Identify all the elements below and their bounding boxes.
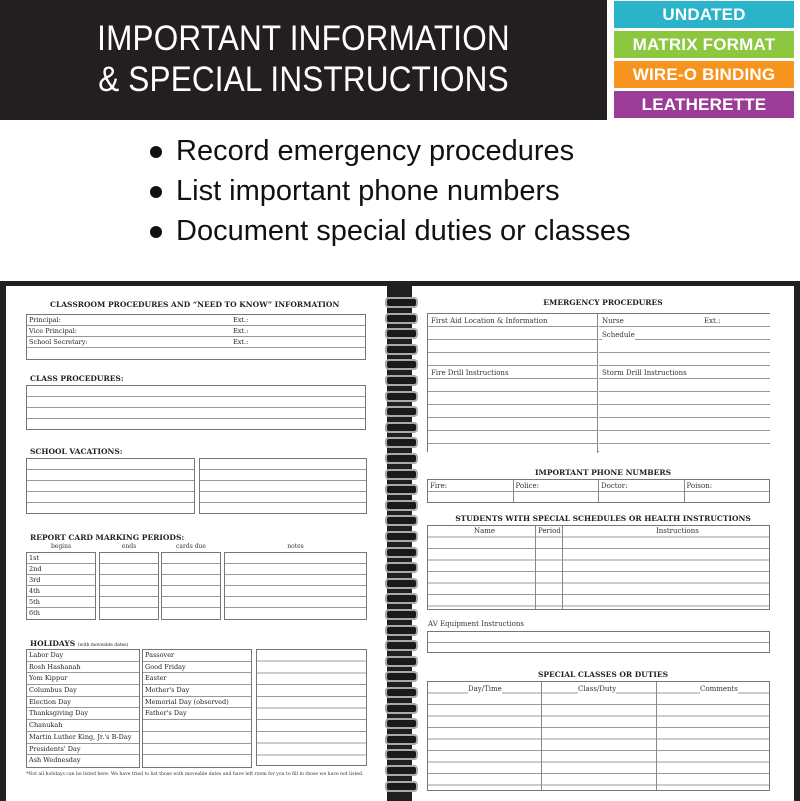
bullet-item: List important phone numbers <box>148 171 631 211</box>
binding-coil <box>383 701 416 712</box>
holidays-list-1 <box>26 649 140 768</box>
holidays-heading <box>30 639 128 648</box>
binding-coil <box>383 326 416 337</box>
report-card-column-label: cards due <box>176 543 206 550</box>
binding-coil <box>383 685 416 696</box>
students-heading: STUDENTS WITH SPECIAL SCHEDULES OR HEALTH INSTRUCTIONS <box>455 514 751 523</box>
report-card-row <box>100 608 158 619</box>
av-label: AV Equipment Instructions <box>428 620 524 628</box>
report-card-column <box>224 552 367 620</box>
ext-label: Ext.: <box>233 327 249 335</box>
col-class-duty: Class/Duty <box>578 685 617 693</box>
report-card-column-label: begins <box>50 543 72 550</box>
report-card-column <box>26 552 96 620</box>
phone-cell <box>513 480 599 502</box>
report-card-column <box>161 552 221 620</box>
binding-coil <box>383 295 416 306</box>
binding-coil <box>383 311 416 322</box>
binding-coil <box>383 654 416 665</box>
binding-coil <box>383 498 416 509</box>
tag-badge: LEATHERETTE COVER <box>614 91 794 118</box>
binding-coil <box>383 607 416 618</box>
binding-coil <box>383 389 416 400</box>
report-card-row <box>162 608 220 619</box>
class-procedures-lines <box>26 385 366 430</box>
holidays-label: HOLIDAYS <box>30 639 76 648</box>
holiday-row <box>143 732 251 744</box>
binding-coil <box>383 732 416 743</box>
holiday-row: Chanukah <box>27 720 139 732</box>
report-card-column-label: notes <box>287 543 304 550</box>
holiday-row: Memorial Day (observed) <box>143 697 251 709</box>
bullet-item: Document special duties or classes <box>148 211 631 251</box>
report-card-row <box>162 553 220 564</box>
holidays-note: (with moveable dates) <box>77 643 129 648</box>
right-page <box>412 286 794 801</box>
report-card-row <box>225 553 366 564</box>
bullet-item: Record emergency procedures <box>148 131 631 171</box>
holiday-row: Father's Day <box>143 708 251 720</box>
contact-row <box>27 326 365 337</box>
page-title: CLASSROOM PROCEDURES AND “NEED TO KNOW” INFORMATION <box>50 300 340 309</box>
holiday-row: Thanksgiving Day <box>27 708 139 720</box>
holiday-row: Yom Kippur <box>27 673 139 685</box>
binding-coil <box>383 623 416 634</box>
holiday-row <box>143 755 251 767</box>
binding-coil <box>383 482 416 493</box>
phone-label: Doctor: <box>601 482 628 490</box>
binding-coil <box>383 779 416 790</box>
ext-label: Ext.: <box>233 338 249 346</box>
binding-coil <box>383 638 416 649</box>
report-card-column-label: ends <box>121 543 137 550</box>
holiday-row: Passover <box>143 650 251 662</box>
contact-row <box>27 348 365 359</box>
report-card-row <box>100 575 158 586</box>
binding-coil <box>383 529 416 540</box>
binding-coil <box>383 435 416 446</box>
nurse-ext-label: Ext.: <box>704 317 721 325</box>
feature-tags <box>614 1 794 141</box>
tag-badge: MATRIX FORMAT <box>614 31 794 58</box>
report-card-row: 3rd <box>27 575 95 586</box>
special-table <box>427 681 770 791</box>
holiday-row <box>143 744 251 756</box>
holidays-list-2 <box>142 649 252 768</box>
binding-coil <box>383 591 416 602</box>
report-card-row <box>162 575 220 586</box>
col-period: Period <box>538 527 561 535</box>
phone-label: Fire: <box>430 482 447 490</box>
students-table <box>427 525 770 610</box>
binding-coil <box>383 747 416 758</box>
holiday-row: Rosh Hashanah <box>27 662 139 674</box>
feature-bullets <box>148 131 631 251</box>
report-card-row: 1st <box>27 553 95 564</box>
contact-row <box>27 337 365 348</box>
binding-coil <box>383 342 416 353</box>
first-aid-label: First Aid Location & Information <box>431 317 548 325</box>
report-card-row: 4th <box>27 586 95 597</box>
binding-coil <box>383 669 416 680</box>
tag-badge: WIRE-O BINDING <box>614 61 794 88</box>
schedule-label: Schedule <box>602 331 635 339</box>
report-card-row <box>225 608 366 619</box>
left-page <box>6 286 387 801</box>
report-card-row <box>225 575 366 586</box>
contact-label: Principal: <box>29 316 61 324</box>
report-card-row: 6th <box>29 609 40 617</box>
holiday-row: Election Day <box>27 697 139 709</box>
phone-cell <box>684 480 770 502</box>
av-lines <box>427 631 770 653</box>
phones-heading: IMPORTANT PHONE NUMBERS <box>535 468 671 477</box>
emergency-table <box>427 313 770 452</box>
banner-line-1: IMPORTANT INFORMATION <box>97 19 510 58</box>
holiday-row: Good Friday <box>143 662 251 674</box>
fire-drill-label: Fire Drill Instructions <box>431 369 509 377</box>
report-card-row <box>100 553 158 564</box>
report-card-row <box>225 586 366 597</box>
report-card-row: 5th <box>27 597 95 608</box>
binding-coil <box>383 404 416 415</box>
report-card-row <box>225 597 366 608</box>
col-comments: Comments <box>700 685 738 693</box>
binding-coil <box>383 545 416 556</box>
storm-drill-label: Storm Drill Instructions <box>602 369 687 377</box>
report-card-row <box>100 564 158 575</box>
report-card-row <box>100 586 158 597</box>
ext-label: Ext.: <box>233 316 249 324</box>
tag-badge: UNDATED <box>614 1 794 28</box>
binding-coil <box>383 373 416 384</box>
binding-coil <box>383 467 416 478</box>
binding-coil <box>383 357 416 368</box>
col-day-time: Day/Time <box>468 685 502 693</box>
contact-label: School Secretary: <box>29 338 88 346</box>
nurse-label: Nurse <box>602 317 624 325</box>
binding-coil <box>383 576 416 587</box>
phone-cell <box>428 480 513 502</box>
holiday-row: Martin Luther King, Jr.'s B-Day <box>27 732 139 744</box>
phones-table <box>427 479 770 503</box>
col-name: Name <box>474 527 496 535</box>
binding-coil <box>383 716 416 727</box>
binding-coil <box>383 451 416 462</box>
vacations-col-1 <box>26 458 195 514</box>
report-card-row: 2nd <box>27 564 95 575</box>
binding-coil <box>383 513 416 524</box>
binding-coil <box>383 560 416 571</box>
phone-label: Police: <box>515 482 540 490</box>
holiday-row: Easter <box>143 673 251 685</box>
report-card-row <box>162 564 220 575</box>
report-card-heading: REPORT CARD MARKING PERIODS: <box>30 533 185 542</box>
footnote: *Not all holidays can be listed here. We have tried to list those with moveable dates and have left room for you to fill in those we have not listed. <box>26 772 364 777</box>
col-instructions: Instructions <box>656 527 699 535</box>
phone-cell <box>598 480 684 502</box>
report-card-row <box>162 597 220 608</box>
contact-label: Vice Principal: <box>29 327 77 335</box>
binding-coil <box>383 420 416 431</box>
special-heading: SPECIAL CLASSES OR DUTIES <box>537 670 669 679</box>
emergency-heading: EMERGENCY PROCEDURES <box>543 298 663 307</box>
report-card-row <box>100 597 158 608</box>
binding-coil <box>383 763 416 774</box>
contact-row <box>27 315 365 326</box>
emergency-left-col <box>428 314 598 453</box>
vacations-col-2 <box>199 458 367 514</box>
report-card-column <box>99 552 159 620</box>
holiday-row <box>143 720 251 732</box>
report-card-row <box>225 564 366 575</box>
banner-line-2: & SPECIAL INSTRUCTIONS <box>98 60 509 99</box>
holiday-row: Labor Day <box>27 650 139 662</box>
report-card-row <box>162 586 220 597</box>
holiday-row: Presidents' Day <box>27 744 139 756</box>
contacts-table <box>26 314 366 360</box>
holiday-row: Columbus Day <box>27 685 139 697</box>
holiday-row: Mother's Day <box>143 685 251 697</box>
phone-label: Poison: <box>686 482 713 490</box>
school-vacations-heading: SCHOOL VACATIONS: <box>30 447 123 456</box>
header-banner <box>0 0 607 120</box>
holiday-row: Ash Wednesday <box>29 756 81 765</box>
holidays-list-3 <box>256 649 367 766</box>
planner-spread <box>0 281 800 801</box>
class-procedures-heading: CLASS PROCEDURES: <box>30 374 124 383</box>
